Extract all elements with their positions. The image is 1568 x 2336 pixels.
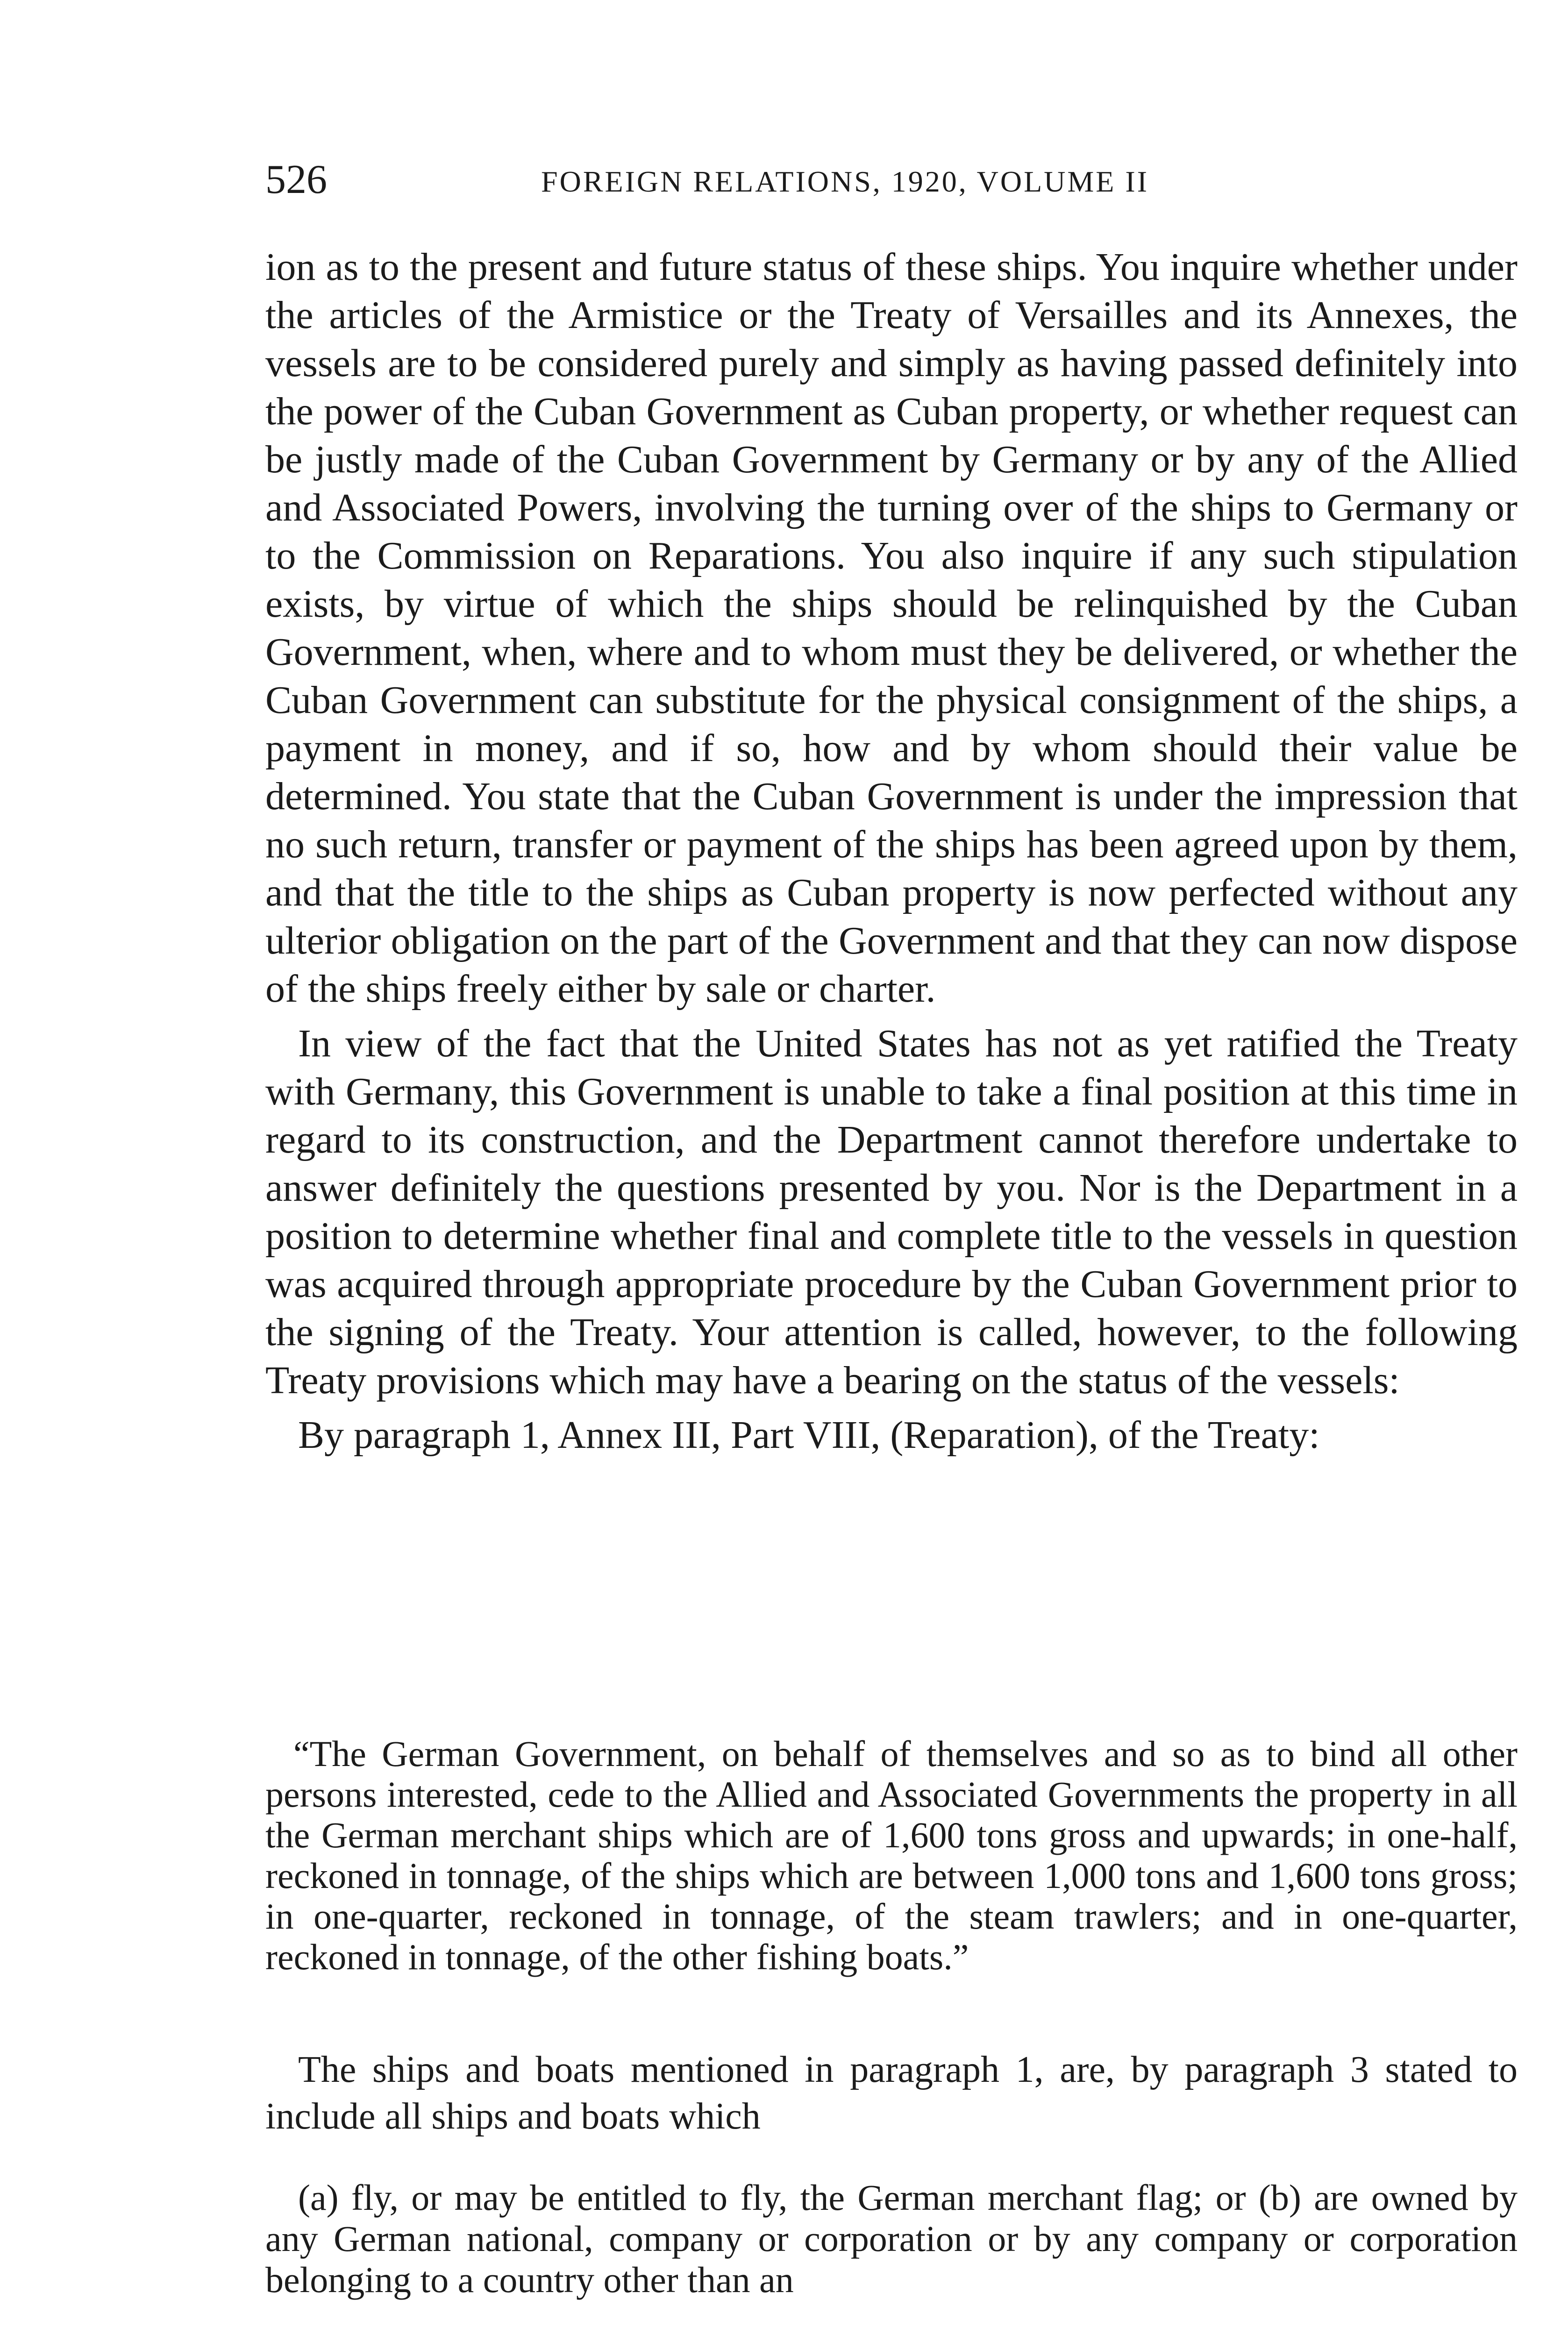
clause-text: (a) fly, or may be entitled to fly, the German merchant flag; or (b) are owned by any German national, company or corporation or by any company or corporation belonging to a country other than an [265,2177,1518,2300]
quote-text: “The German Government, on behalf of themselves and so as to bind all other persons interested, cede to the Allied and Associated Governments the property in all the German merchant ships which are of 1,600 tons gross and upwards; in one-half, reckoned in tonnage, of the ships which are between 1,000 tons and 1,600 tons gross; in one-quarter, reckoned in tonnage, of the steam trawlers; and in one-quarter, reckoned in tonnage, of the other fishing boats.” [265,1733,1518,1977]
running-head: FOREIGN RELATIONS, 1920, VOLUME II [541,165,1149,198]
page-number: 526 [265,157,327,202]
paragraph-annex-reference: By paragraph 1, Annex III, Part VIII, (Reparation), of the Treaty: [298,1413,1320,1457]
paragraph-treaty-position: In view of the fact that the United States has not as yet ratified the Treaty with Germany, this Government is unable to take a final position at this time in regard to its construction, and the Department cannot therefore undertake to answer definitely the questions presented by you. Nor is the Department in a position to determine whether final and complete title to the vessels in question was acquired through appropriate procedure by the Cuban Government prior to the signing of the Treaty. Your attention is called, however, to the following Treaty provisions which may have a bearing on the status of the vessels: [265,1022,1518,1402]
paragraph-ships-definition: The ships and boats mentioned in paragraph 1, are, by paragraph 3 stated to include all ships and boats which [265,2049,1518,2137]
page-header [265,154,1518,210]
body-text [265,243,1518,1459]
block-quote [265,1733,1518,1977]
body-text-continued [265,2046,1518,2140]
paragraph-continued: ion as to the present and future status of these ships. You inquire whether under the articles of the Armistice or the Treaty of Versailles and its Annexes, the vessels are to be considered purely and simply as having passed definitely into the power of the Cuban Government as Cuban property, or whether request can be justly made of the Cuban Government by Germany or by any of the Allied and Associated Powers, involving the turning over of the ships to Germany or to the Commission on Reparations. You also inquire if any such stipulation exists, by virtue of which the ships should be relinquished by the Cuban Government, when, where and to whom must they be delivered, or whether the Cuban Government can substitute for the physical consignment of the ships, a payment in money, and if so, how and by whom should their value be determined. You state that the Cuban Government is under the impression that no such return, transfer or payment of the ships has been agreed upon by them, and that the title to the ships as Cuban property is now perfected without any ulterior obligation on the part of the Government and that they can now dispose of the ships freely either by sale or charter. [265,245,1518,1011]
clause-block [265,2177,1518,2300]
